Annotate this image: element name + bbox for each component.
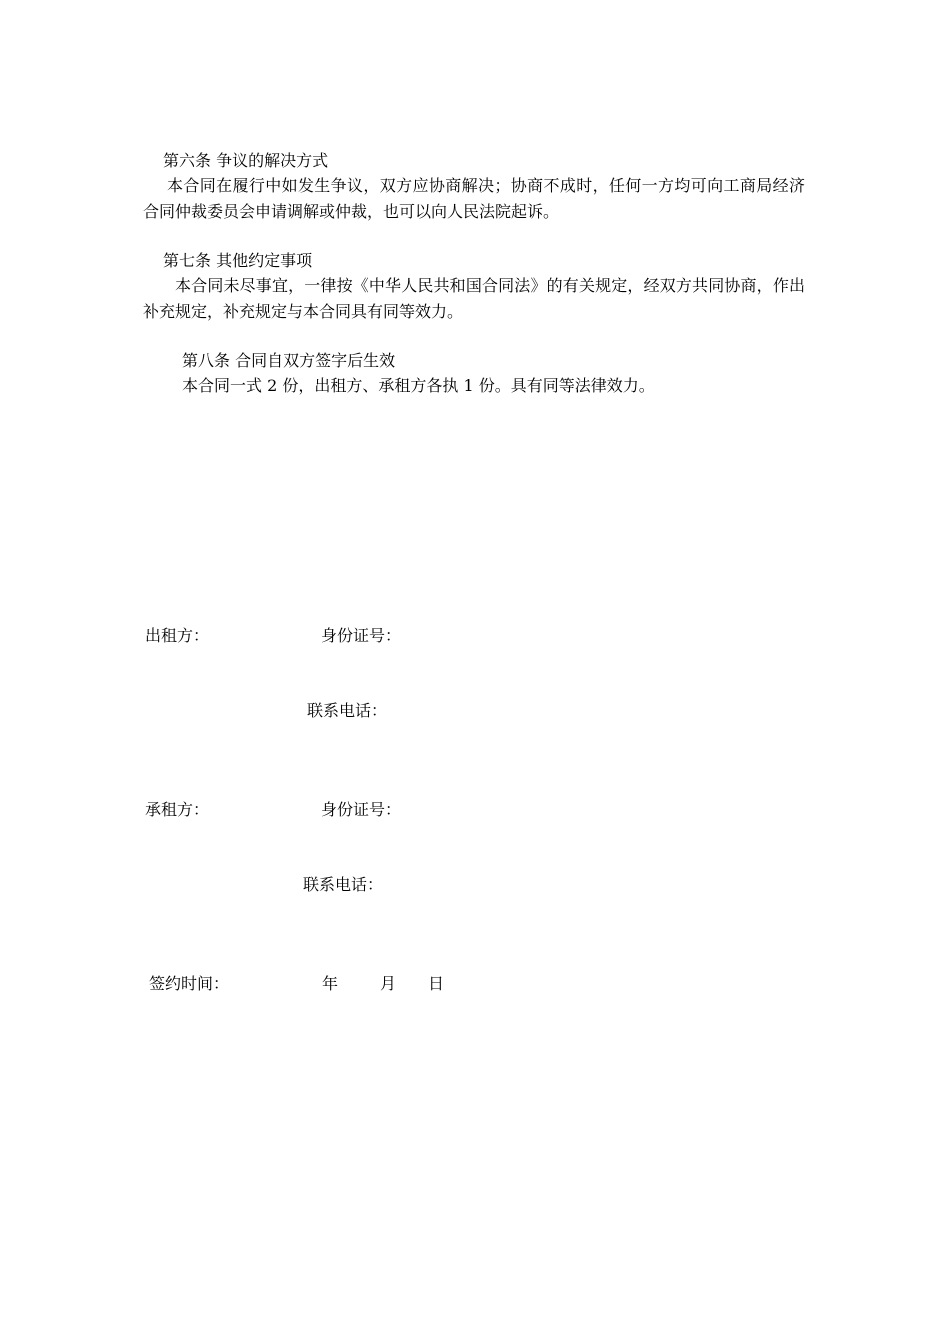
lessee-id-label: 身份证号：	[321, 800, 402, 819]
sign-date-year: 年	[322, 974, 339, 993]
article-6-heading: 第六条 争议的解决方式	[163, 151, 329, 170]
article-7-body: 本合同未尽事宜，一律按《中华人民共和国合同法》的有关规定，经双方共同协商，作出补充规定，补充规定与本合同具有同等效力。	[143, 276, 805, 321]
sign-date-month: 月	[380, 974, 397, 993]
article-8-heading: 第八条 合同自双方签字后生效	[182, 351, 396, 370]
article-6-body: 本合同在履行中如发生争议，双方应协商解决；协商不成时，任何一方均可向工商局经济合同仲裁委员会申请调解或仲裁，也可以向人民法院起诉。	[143, 176, 805, 221]
article-8-body: 本合同一式 2 份，出租方、承租方各执 1 份。具有同等法律效力。	[182, 376, 655, 395]
sign-date-label: 签约时间：	[149, 974, 230, 993]
lessee-phone-label: 联系电话：	[303, 875, 384, 894]
sign-date-day: 日	[428, 974, 445, 993]
lessor-id-label: 身份证号：	[321, 626, 402, 645]
lessee-label: 承租方：	[145, 800, 210, 819]
lessor-label: 出租方：	[145, 626, 210, 645]
article-7-heading: 第七条 其他约定事项	[163, 251, 313, 270]
lessor-phone-label: 联系电话：	[307, 701, 388, 720]
